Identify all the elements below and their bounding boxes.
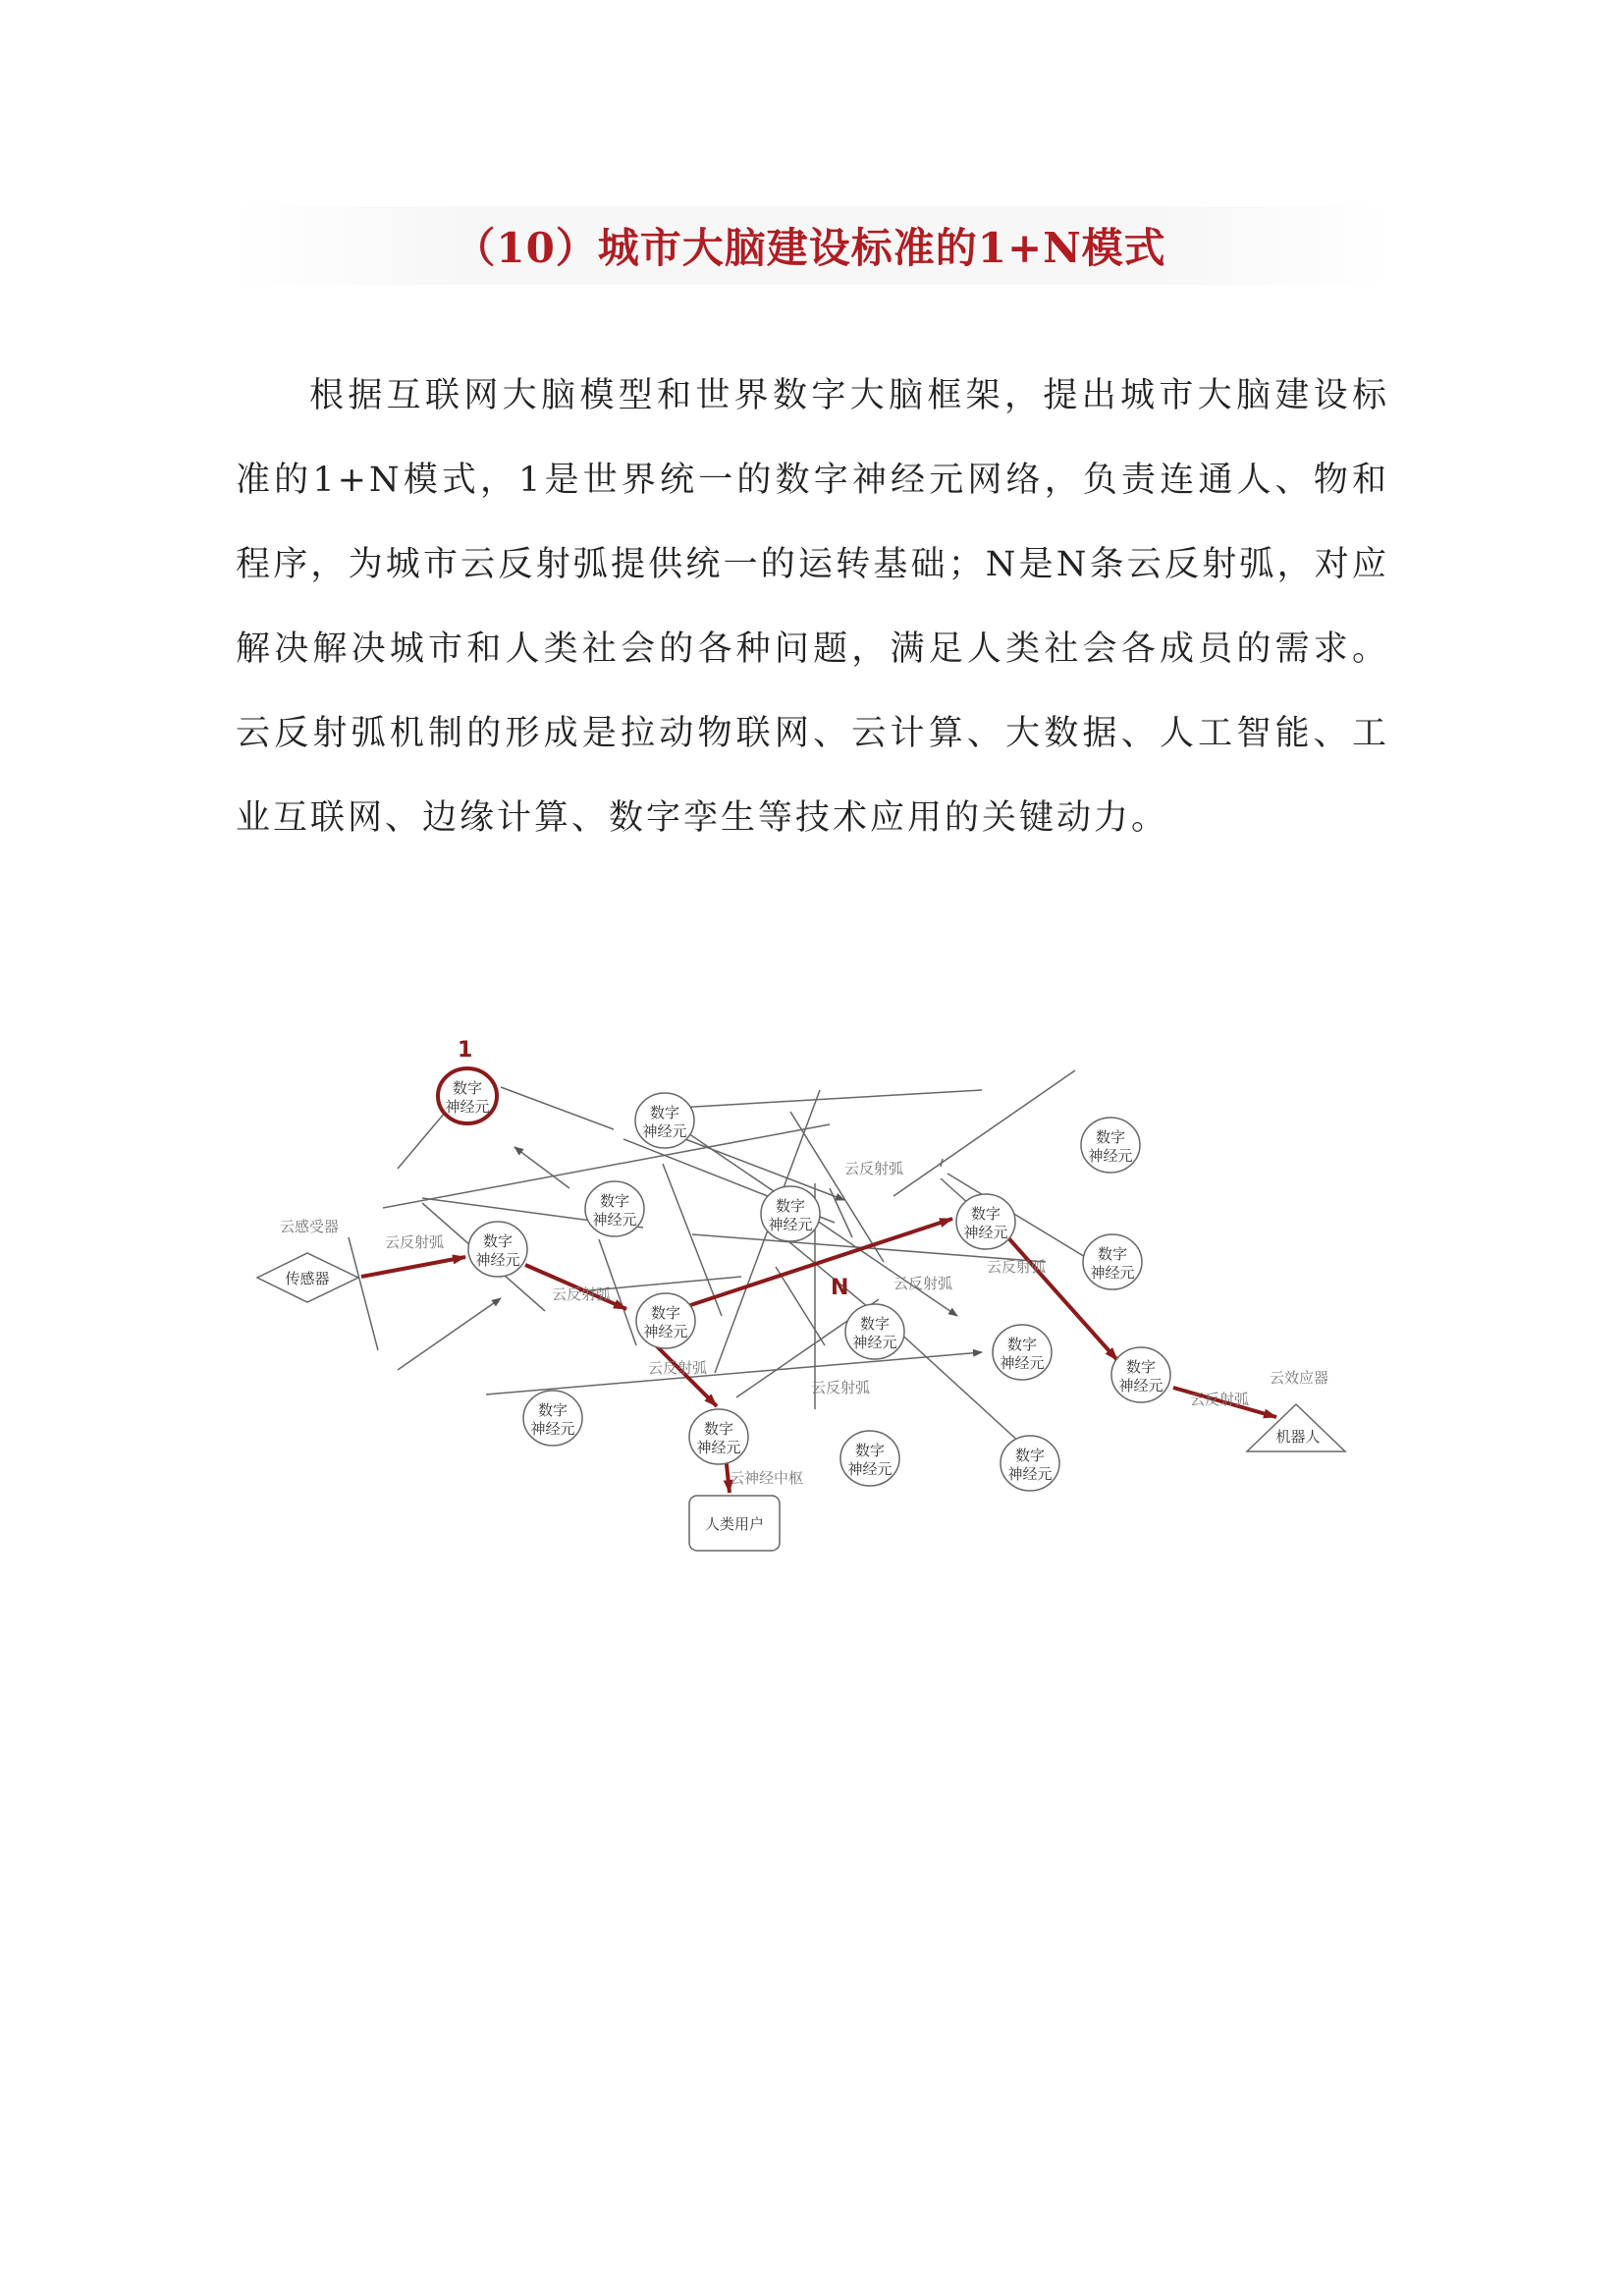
- neuron-label: 数字: [859, 1315, 891, 1333]
- neuron-label: 神经元: [445, 1098, 490, 1116]
- neuron-label: 数字: [649, 1104, 680, 1121]
- neuron-label: 神经元: [768, 1216, 813, 1233]
- human-user-label: 人类用户: [704, 1515, 765, 1533]
- neuron-label: 数字: [482, 1232, 514, 1250]
- neuron-label: 数字: [970, 1205, 1001, 1223]
- robot-label: 机器人: [1275, 1428, 1321, 1446]
- neuron-label: 数字: [775, 1197, 806, 1215]
- arc-label: 云反射弧: [552, 1285, 612, 1303]
- neuron-label: 神经元: [642, 1122, 687, 1140]
- arc-label: 云反射弧: [844, 1160, 904, 1177]
- neuron-label: 数字: [1125, 1358, 1157, 1376]
- neuron-label: 数字: [599, 1192, 630, 1210]
- neuron-label: 神经元: [847, 1460, 893, 1478]
- center-label: 云神经中枢: [730, 1469, 804, 1487]
- neuron-label: 神经元: [1090, 1264, 1135, 1282]
- neuron-label: 神经元: [475, 1251, 520, 1269]
- neuron-label: 神经元: [1000, 1354, 1045, 1372]
- arc-label: 云反射弧: [893, 1275, 953, 1292]
- label-one: 1: [458, 1038, 473, 1063]
- neuron-label: 神经元: [1007, 1465, 1053, 1483]
- neuron-label: 数字: [703, 1420, 734, 1438]
- section-heading: [231, 206, 1389, 285]
- body-paragraph: 根据互联网大脑模型和世界数字大脑框架，提出城市大脑建设标准的1+N模式，1是世界统一的数字神经元网络，负责连通人、物和程序，为城市云反射弧提供统一的运转基础；N是N条云反射弧，对应解决解决城市和人类社会的各种问题，满足人类社会各成员的需求。云反射弧机制的形成是拉动物联网、云计算、大数据、人工智能、工业互联网、边缘计算、数字孪生等技术应用的关键动力。: [236, 376, 1389, 838]
- section-heading-text: （10）城市大脑建设标准的1+N模式: [454, 224, 1166, 272]
- city-brain-1n-diagram: [245, 1021, 1375, 1611]
- arc-label: 云反射弧: [811, 1379, 871, 1396]
- neuron-label: 数字: [1095, 1128, 1126, 1146]
- neuron-label: 数字: [650, 1304, 681, 1322]
- neuron-label: 数字: [1097, 1245, 1128, 1263]
- label-n: N: [831, 1276, 849, 1300]
- neuron-label: 神经元: [1118, 1377, 1163, 1394]
- sensor-label: 传感器: [285, 1270, 330, 1287]
- neuron-label: 数字: [1014, 1447, 1046, 1464]
- arc-label: 云反射弧: [1190, 1391, 1250, 1408]
- sensor-group-label: 云感受器: [279, 1218, 340, 1235]
- neuron-label: 神经元: [1088, 1147, 1133, 1165]
- neuron-label: 数字: [452, 1079, 483, 1097]
- arc-label: 云反射弧: [987, 1258, 1047, 1276]
- effector-group-label: 云效应器: [1269, 1369, 1329, 1387]
- neuron-label: 神经元: [963, 1224, 1008, 1241]
- neuron-label: 神经元: [643, 1323, 688, 1340]
- arc-label: 云反射弧: [648, 1359, 708, 1377]
- arc-label: 云反射弧: [385, 1233, 445, 1251]
- neuron-label: 神经元: [852, 1334, 897, 1351]
- neuron-label: 数字: [1006, 1336, 1038, 1353]
- neuron-label: 神经元: [696, 1439, 741, 1456]
- neuron-label: 神经元: [530, 1420, 575, 1438]
- neuron-label: 数字: [537, 1401, 568, 1419]
- neuron-label: 数字: [854, 1442, 886, 1459]
- neuron-label: 神经元: [592, 1211, 637, 1229]
